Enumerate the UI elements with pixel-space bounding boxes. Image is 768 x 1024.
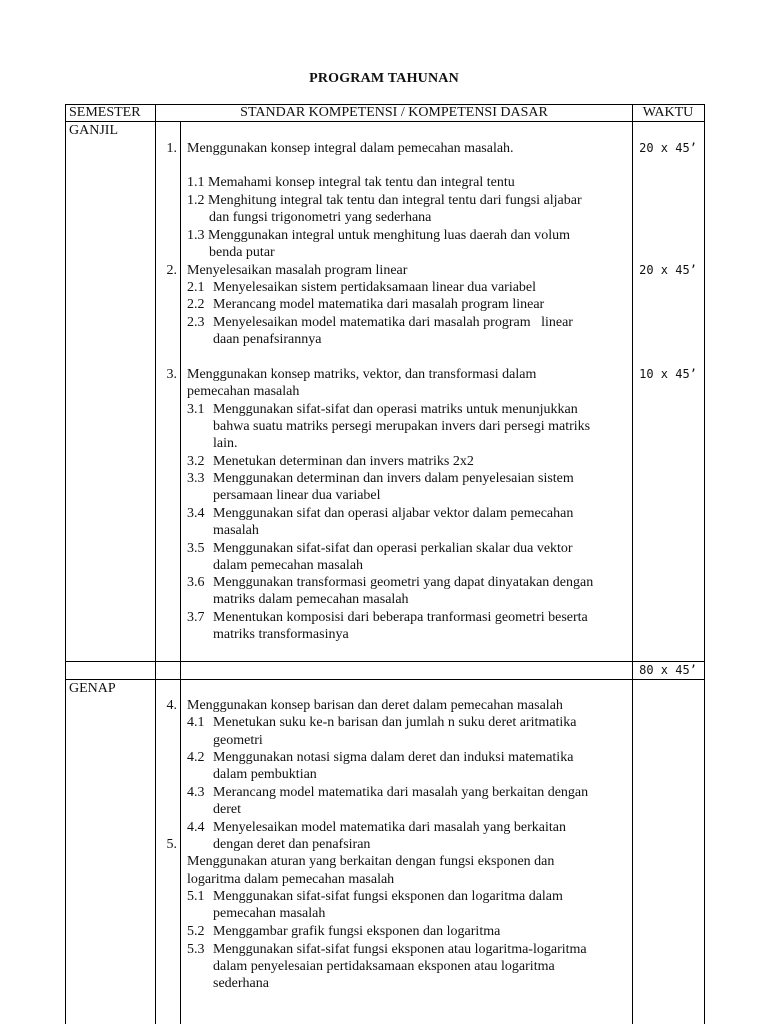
kd-2-1-number: 2.1 <box>187 280 205 295</box>
header-waktu: WAKTU <box>642 105 694 120</box>
kd-3-1-cont: bahwa suatu matriks persegi merupakan invers dari persegi matriks <box>213 419 591 434</box>
kd-1-1: 1.1 Memahami konsep integral tak tentu dan integral tentu <box>187 175 515 190</box>
kd-3-6-cont: matriks dalam pemecahan masalah <box>213 592 409 607</box>
kd-1-2-cont: dan fungsi trigonometri yang sederhana <box>209 210 432 225</box>
kd-4-3: Merancang model matematika dari masalah yang berkaitan dengan <box>213 785 589 800</box>
kd-1-3-cont: benda putar <box>209 245 275 260</box>
kd-1-3: 1.3 Menggunakan integral untuk menghitung luas daerah dan volum <box>187 228 570 243</box>
semester-genap: GENAP <box>69 681 116 696</box>
kd-3-4-number: 3.4 <box>187 506 205 521</box>
kd-3-1-number: 3.1 <box>187 402 205 417</box>
kd-3-5: Menggunakan sifat-sifat dan operasi perkalian skalar dua vektor <box>213 541 573 556</box>
kd-3-2: Menetukan determinan dan invers matriks 2x2 <box>213 454 474 469</box>
kd-2-2-number: 2.2 <box>187 297 205 312</box>
sk3-text: Menggunakan konsep matriks, vektor, dan transformasi dalam <box>187 367 537 382</box>
kd-2-3-number: 2.3 <box>187 315 205 330</box>
sk2-text: Menyelesaikan masalah program linear <box>187 263 408 278</box>
kd-3-3-cont: persamaan linear dua variabel <box>213 488 381 503</box>
header-semester: SEMESTER <box>69 105 141 120</box>
kd-4-2-number: 4.2 <box>187 750 205 765</box>
kd-4-4: Menyelesaikan model matematika dari masalah yang berkaitan <box>213 820 566 835</box>
kd-4-2-cont: dalam pembuktian <box>213 767 317 782</box>
grid-header-bottom <box>65 121 704 122</box>
kd-3-3-number: 3.3 <box>187 471 205 486</box>
kd-2-3: Menyelesaikan model matematika dari masalah program linear <box>213 315 573 330</box>
sk1-number: 1. <box>166 141 177 156</box>
page-title: PROGRAM TAHUNAN <box>309 71 459 86</box>
kd-3-6: Menggunakan transformasi geometri yang dapat dinyatakan dengan <box>213 575 594 590</box>
kd-5-3: Menggunakan sifat-sifat fungsi eksponen atau logaritma-logaritma <box>213 942 587 957</box>
kd-4-3-cont: deret <box>213 802 241 817</box>
header-standar: STANDAR KOMPETENSI / KOMPETENSI DASAR <box>240 105 548 120</box>
kd-5-3-number: 5.3 <box>187 942 205 957</box>
grid-total-bottom <box>65 679 704 680</box>
kd-3-5-cont: dalam pemecahan masalah <box>213 558 364 573</box>
kd-2-3-cont: daan penafsirannya <box>213 332 322 347</box>
kd-5-1-cont: pemecahan masalah <box>213 906 326 921</box>
kd-4-3-number: 4.3 <box>187 785 205 800</box>
sk5-text: Menggunakan aturan yang berkaitan dengan fungsi eksponen dan <box>187 854 555 869</box>
sk2-number: 2. <box>166 263 177 278</box>
kd-3-6-number: 3.6 <box>187 575 205 590</box>
kd-3-7-cont: matriks transformasinya <box>213 627 349 642</box>
kd-3-7-number: 3.7 <box>187 610 205 625</box>
kd-5-3-cont: dalam penyelesaian pertidaksamaan eksponen atau logaritma <box>213 959 555 974</box>
kd-1-2: 1.2 Menghitung integral tak tentu dan integral tentu dari fungsi aljabar <box>187 193 582 208</box>
kd-4-4-cont: dengan deret dan penafsiran <box>213 837 371 852</box>
kd-3-1: Menggunakan sifat-sifat dan operasi matriks untuk menunjukkan <box>213 402 578 417</box>
kd-5-2: Menggambar grafik fungsi eksponen dan logaritma <box>213 924 501 939</box>
sk4-text: Menggunakan konsep barisan dan deret dalam pemecahan masalah <box>187 698 563 713</box>
sk1-waktu: 20 x 45’ <box>639 141 697 155</box>
kd-3-4: Menggunakan sifat dan operasi aljabar vektor dalam pemecahan <box>213 506 574 521</box>
kd-3-2-number: 3.2 <box>187 454 205 469</box>
grid-left <box>65 104 66 1024</box>
grid-waktu-left <box>632 104 633 1024</box>
kd-2-2: Merancang model matematika dari masalah program linear <box>213 297 545 312</box>
kd-2-1: Menyelesaikan sistem pertidaksamaan linear dua variabel <box>213 280 537 295</box>
sk2-waktu: 20 x 45’ <box>639 263 697 277</box>
sk5-text-cont: logaritma dalam pemecahan masalah <box>187 872 395 887</box>
kd-3-4-cont: masalah <box>213 523 259 538</box>
kd-4-1: Menetukan suku ke-n barisan dan jumlah n suku deret aritmatika <box>213 715 577 730</box>
kd-3-3: Menggunakan determinan dan invers dalam penyelesaian sistem <box>213 471 574 486</box>
grid-num-right <box>180 121 181 1024</box>
kd-3-7: Menentukan komposisi dari beberapa tranformasi geometri beserta <box>213 610 588 625</box>
sk3-number: 3. <box>166 367 177 382</box>
kd-3-5-number: 3.5 <box>187 541 205 556</box>
kd-3-1-cont2: lain. <box>213 436 238 451</box>
sk1-text: Menggunakan konsep integral dalam pemecahan masalah. <box>187 141 514 156</box>
kd-4-4-number: 4.4 <box>187 820 205 835</box>
sk4-number: 4. <box>166 698 177 713</box>
kd-4-2: Menggunakan notasi sigma dalam deret dan induksi matematika <box>213 750 574 765</box>
sk5-number: 5. <box>166 837 177 852</box>
grid-right <box>704 104 705 1024</box>
kd-5-2-number: 5.2 <box>187 924 205 939</box>
grid-semester-right <box>155 104 156 1024</box>
semester-ganjil: GANJIL <box>69 123 118 138</box>
sk3-text-cont: pemecahan masalah <box>187 384 300 399</box>
sk3-waktu: 10 x 45’ <box>639 367 697 381</box>
grid-total-top <box>65 661 704 662</box>
kd-5-1: Menggunakan sifat-sifat fungsi eksponen dan logaritma dalam <box>213 889 563 904</box>
kd-4-1-cont: geometri <box>213 733 263 748</box>
kd-5-3-cont2: sederhana <box>213 976 269 991</box>
total-waktu: 80 x 45’ <box>639 663 697 677</box>
kd-4-1-number: 4.1 <box>187 715 205 730</box>
kd-5-1-number: 5.1 <box>187 889 205 904</box>
